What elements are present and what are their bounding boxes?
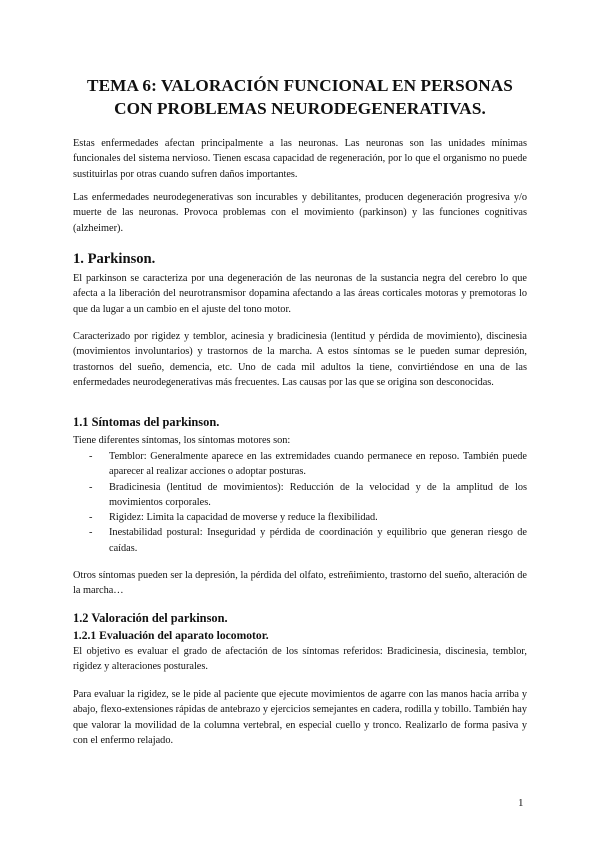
list-item	[73, 525, 527, 556]
list-dash: -	[89, 481, 93, 493]
list-item	[73, 510, 527, 525]
list-dash: -	[89, 512, 93, 524]
list-dash: -	[89, 527, 93, 539]
intro-paragraph-2: Las enfermedades neurodegenerativas son incurables y debilitantes, producen degeneración progresiva y/o muerte de las neuronas. Provoca problemas con el movimiento (parkinson) y las funciones cognitivas (alzheimer).	[73, 192, 527, 234]
page-number: 1	[518, 797, 524, 809]
section-1-2-heading: 1.2 Valoración del parkinson.	[73, 611, 228, 625]
section-1-heading: 1. Parkinson.	[73, 251, 156, 267]
list-item	[73, 449, 527, 480]
parkinson-paragraph-1: El parkinson se caracteriza por una degeneración de las neuronas de la sustancia negra del cerebro lo que afecta a la liberación del neurotransmisor dopamina afectando a las áreas corticales motoras y premotoras lo que da lugar a un cambio en el ajuste del tono motor.	[73, 273, 527, 315]
symptom-bradykinesia: Bradicinesia (lentitud de movimientos): Reducción de la velocidad y de la amplitud de los movimientos corporales.	[109, 481, 527, 508]
symptoms-lead: Tiene diferentes síntomas, los síntomas motores son:	[73, 435, 291, 446]
section-1-1-heading: 1.1 Síntomas del parkinson.	[73, 415, 220, 429]
evaluation-objective-paragraph: El objetivo es evaluar el grado de afectación de los síntomas referidos: Bradicinesia, discinesia, temblor, rigidez y alteraciones posturales.	[73, 646, 527, 673]
document-title: TEMA 6: VALORACIÓN FUNCIONAL EN PERSONAS CON PROBLEMAS NEURODEGENERATIVAS.	[87, 76, 513, 118]
symptom-tremor: Temblor: Generalmente aparece en las extremidades cuando permanece en reposo. También puede aparecer al realizar acciones o adoptar posturas.	[109, 451, 527, 478]
symptom-postural-instability: Inestabilidad postural: Inseguridad y pérdida de coordinación y equilibrio que generan riesgo de caídas.	[109, 527, 527, 554]
other-symptoms-paragraph: Otros síntomas pueden ser la depresión, la pérdida del olfato, estreñimiento, trastorno del sueño, alteración de la marcha…	[73, 570, 527, 597]
list-item	[73, 480, 527, 511]
parkinson-paragraph-2: Caracterizado por rigidez y temblor, acinesia y bradicinesia (lentitud y pérdida de movimiento), discinesia (movimientos involuntarios) y trastornos de la marcha. A estos síntomas se le pueden sumar depresión, trastornos del sueño, demencia, etc. Uno de cada mil adultos la tiene, convirtiéndose en una de las enfermedades neurodegenerativas más frecuentes. Las causas por las que se origina son desconocidas.	[73, 331, 527, 388]
section-1-2-1-heading: 1.2.1 Evaluación del aparato locomotor.	[73, 629, 269, 642]
symptoms-list	[73, 449, 527, 556]
intro-paragraph-1: Estas enfermedades afectan principalmente a las neuronas. Las neuronas son las unidades mínimas funcionales del sistema nervioso. Tienen escasa capacidad de regeneración, por lo que el organismo no puede sustituirlas por otras cuando sufren daños importantes.	[73, 138, 527, 180]
list-dash: -	[89, 451, 93, 462]
symptom-rigidity: Rigidez: Limita la capacidad de moverse y reduce la flexibilidad.	[109, 512, 378, 524]
rigidity-evaluation-paragraph: Para evaluar la rigidez, se le pide al paciente que ejecute movimientos de agarre con las manos hacia arriba y abajo, flexo-extensiones rápidas de antebrazo y ejercicios semejantes en cadera, rodilla y tobillo. También hay que valorar la movilidad de la columna vertebral, en especial cuello y tronco. Realizarlo de forma pasiva y con el enfermo relajado.	[73, 689, 527, 746]
